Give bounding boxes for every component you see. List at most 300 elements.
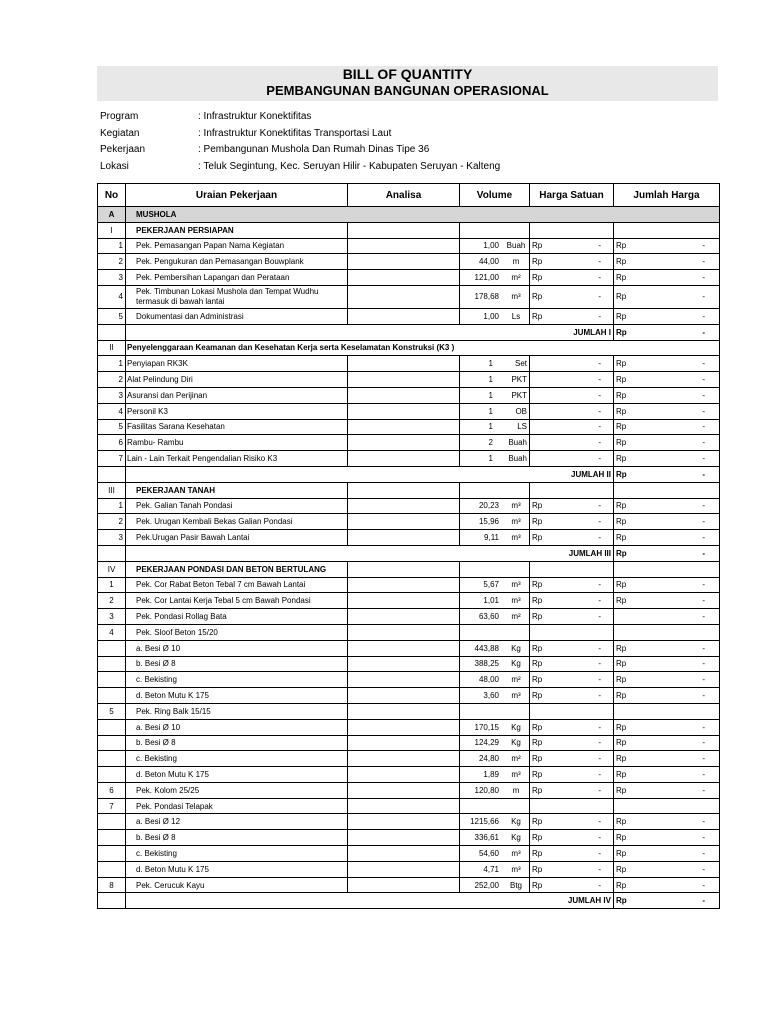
table-row <box>98 609 720 625</box>
volume-cell <box>460 609 530 625</box>
volume-cell <box>460 846 530 862</box>
analisa-cell <box>348 703 460 719</box>
volume-wrap <box>462 406 527 417</box>
document-subtitle: PEMBANGUNAN BANGUNAN OPERASIONAL <box>266 83 549 98</box>
harga-satuan-cell <box>530 356 614 372</box>
harga-satuan-cell-wrap <box>532 516 611 527</box>
harga-satuan-cell <box>530 514 614 530</box>
group-row <box>98 340 720 356</box>
analisa-cell <box>348 719 460 735</box>
harga-satuan-cell-wrap <box>532 880 611 891</box>
col-volume: Volume <box>460 184 530 207</box>
item-desc-line: a. Besi Ø 10 <box>136 722 181 732</box>
jumlah-harga-cell <box>614 270 720 286</box>
table-row <box>98 861 720 877</box>
item-desc <box>126 672 348 688</box>
item-desc-line: Pek. Ring Balk 15/15 <box>136 706 211 716</box>
jumlah-harga-cell <box>614 593 720 609</box>
jumlah-harga-cell-wrap <box>616 864 717 875</box>
currency-label: Rp <box>616 292 627 302</box>
item-desc <box>126 767 348 783</box>
total-row <box>98 893 720 909</box>
price-value: - <box>702 548 705 558</box>
analisa-cell <box>348 285 460 308</box>
volume-cell <box>460 387 530 403</box>
table-row <box>98 403 720 419</box>
item-desc-line: Pek. Urugan Kembali Bekas Galian Pondasi <box>136 517 293 527</box>
item-no: 6 <box>98 435 126 451</box>
price-value: - <box>598 769 601 779</box>
jumlah-harga-cell <box>614 830 720 846</box>
analisa-cell <box>348 514 460 530</box>
table-header-row <box>98 184 720 207</box>
info-value-lokasi: : Teluk Segintung, Kec. Seruyan Hilir - Kabupaten Seruyan - Kalteng <box>198 161 501 172</box>
volume-unit: Kg <box>511 833 521 843</box>
harga-satuan-cell-wrap <box>532 848 611 859</box>
volume-cell <box>460 640 530 656</box>
col-uraian: Uraian Pekerjaan <box>126 184 348 207</box>
currency-label: Rp <box>616 390 627 400</box>
group-row <box>98 561 720 577</box>
price-value: - <box>598 257 601 267</box>
harga-satuan-cell-wrap <box>532 643 611 654</box>
info-value-program: : Infrastruktur Konektifitas <box>198 111 312 122</box>
volume-unit: m³ <box>511 864 521 874</box>
item-no: 1 <box>98 498 126 514</box>
table-row <box>98 767 720 783</box>
volume-value: 54,60 <box>478 848 499 858</box>
currency-label: Rp <box>532 517 543 527</box>
table-row <box>98 688 720 704</box>
currency-label: Rp <box>616 548 627 558</box>
group-no: IV <box>98 561 126 577</box>
volume-cell <box>460 498 530 514</box>
volume-cell <box>460 688 530 704</box>
empty-cell <box>614 222 720 238</box>
item-desc <box>126 593 348 609</box>
harga-satuan-cell <box>530 254 614 270</box>
currency-label: Rp <box>616 454 627 464</box>
jumlah-harga-cell-wrap <box>616 291 717 302</box>
currency-label: Rp <box>532 580 543 590</box>
info-label-kegiatan: Kegiatan <box>100 128 140 139</box>
jumlah-harga-cell <box>614 861 720 877</box>
price-value: - <box>598 580 601 590</box>
volume-value: 388,25 <box>474 659 499 669</box>
analisa-cell <box>348 270 460 286</box>
currency-label: Rp <box>616 517 627 527</box>
volume-cell <box>460 356 530 372</box>
volume-unit: Kg <box>511 738 521 748</box>
harga-satuan-cell-wrap <box>532 595 611 606</box>
volume-value: 20,23 <box>478 501 499 511</box>
volume-unit: m² <box>511 612 521 622</box>
info-label-program: Program <box>100 111 139 122</box>
item-desc <box>126 703 348 719</box>
table-row <box>98 270 720 286</box>
harga-satuan-cell-wrap <box>532 579 611 590</box>
item-desc-line: Pek.Urugan Pasir Bawah Lantai <box>136 533 250 543</box>
volume-unit: m² <box>511 675 521 685</box>
price-value: - <box>598 517 601 527</box>
boq-table <box>97 183 720 909</box>
item-desc <box>126 435 348 451</box>
volume-unit: Kg <box>511 659 521 669</box>
item-desc <box>126 814 348 830</box>
currency-label: Rp <box>616 675 627 685</box>
volume-unit: Btg <box>509 880 522 890</box>
price-value: - <box>702 612 705 622</box>
volume-unit: m³ <box>511 517 521 527</box>
item-desc <box>126 688 348 704</box>
harga-satuan-cell <box>530 593 614 609</box>
harga-satuan-cell-wrap <box>532 453 611 464</box>
analisa-cell <box>348 846 460 862</box>
jumlah-harga-cell <box>614 767 720 783</box>
jumlah-harga-cell <box>614 609 720 625</box>
volume-value: 44,00 <box>478 257 499 267</box>
currency-label: Rp <box>616 880 627 890</box>
jumlah-harga-cell-wrap <box>616 516 717 527</box>
analisa-cell <box>348 656 460 672</box>
harga-satuan-cell <box>530 372 614 388</box>
volume-wrap <box>462 832 527 843</box>
table-row <box>98 624 720 640</box>
harga-satuan-cell <box>530 719 614 735</box>
item-desc-line: Pek. Cor Rabat Beton Tebal 7 cm Bawah Lantai <box>136 580 306 590</box>
currency-label: Rp <box>532 533 543 543</box>
harga-satuan-cell <box>530 830 614 846</box>
currency-label: Rp <box>616 311 627 321</box>
table-row <box>98 498 720 514</box>
currency-label: Rp <box>616 375 627 385</box>
currency-label: Rp <box>616 896 627 906</box>
table-row <box>98 514 720 530</box>
jumlah-harga-cell-wrap <box>616 453 717 464</box>
currency-label: Rp <box>616 785 627 795</box>
item-desc <box>126 609 348 625</box>
currency-label: Rp <box>532 864 543 874</box>
analisa-cell <box>348 830 460 846</box>
harga-satuan-cell <box>530 735 614 751</box>
volume-unit: Buah <box>508 454 527 464</box>
table-row <box>98 846 720 862</box>
item-desc <box>126 270 348 286</box>
item-desc <box>126 577 348 593</box>
currency-label: Rp <box>616 327 627 337</box>
volume-value: 121,00 <box>474 273 499 283</box>
volume-value: 63,60 <box>478 612 499 622</box>
analisa-cell <box>348 435 460 451</box>
currency-label: Rp <box>532 754 543 764</box>
item-desc-line: Pek. Sloof Beton 15/20 <box>136 627 218 637</box>
item-no: 3 <box>98 609 126 625</box>
volume-value: 1,89 <box>483 769 499 779</box>
volume-value: 1,00 <box>483 311 499 321</box>
item-desc-line: Pek. Cerucuk Kayu <box>136 880 205 890</box>
item-no: 5 <box>98 419 126 435</box>
volume-cell <box>460 830 530 846</box>
table-row <box>98 703 720 719</box>
item-desc-line: b. Besi Ø 8 <box>136 738 176 748</box>
price-value: - <box>598 311 601 321</box>
analisa-cell <box>348 735 460 751</box>
analisa-cell <box>348 403 460 419</box>
price-value: - <box>598 754 601 764</box>
table-row <box>98 419 720 435</box>
price-value: - <box>598 880 601 890</box>
volume-wrap <box>462 500 527 511</box>
jumlah-harga-cell <box>614 577 720 593</box>
item-no: 1 <box>98 356 126 372</box>
harga-satuan-cell <box>530 767 614 783</box>
currency-label: Rp <box>616 643 627 653</box>
currency-label: Rp <box>532 257 543 267</box>
col-harga-satuan: Harga Satuan <box>530 184 614 207</box>
group-no: III <box>98 482 126 498</box>
table-row <box>98 238 720 254</box>
price-value: - <box>702 785 705 795</box>
volume-unit: m³ <box>511 848 521 858</box>
harga-satuan-cell-wrap <box>532 769 611 780</box>
jumlah-harga-cell <box>614 640 720 656</box>
volume-unit: Kg <box>511 643 521 653</box>
item-desc-line: a. Besi Ø 12 <box>136 817 181 827</box>
table-row <box>98 877 720 893</box>
table-row <box>98 435 720 451</box>
harga-satuan-cell-wrap <box>532 816 611 827</box>
jumlah-harga-cell <box>614 656 720 672</box>
jumlah-harga-cell-wrap <box>616 579 717 590</box>
total-value-wrap <box>616 469 717 480</box>
item-desc <box>126 735 348 751</box>
table-row <box>98 814 720 830</box>
price-value: - <box>598 848 601 858</box>
volume-unit: m <box>512 785 520 795</box>
volume-value: 1 <box>488 454 493 464</box>
price-value: - <box>598 406 601 416</box>
item-no: 7 <box>98 798 126 814</box>
jumlah-harga-cell-wrap <box>616 816 717 827</box>
item-desc <box>126 308 348 324</box>
harga-satuan-cell-wrap <box>532 291 611 302</box>
table-row <box>98 356 720 372</box>
currency-label: Rp <box>616 848 627 858</box>
price-value: - <box>598 241 601 251</box>
volume-wrap <box>462 358 527 369</box>
total-row <box>98 466 720 482</box>
volume-unit: m² <box>511 754 521 764</box>
volume-value: 443,88 <box>474 643 499 653</box>
currency-label: Rp <box>616 754 627 764</box>
item-desc-line: Pek. Kolom 25/25 <box>136 785 200 795</box>
price-value: - <box>598 612 601 622</box>
item-no: 8 <box>98 877 126 893</box>
harga-satuan-cell <box>530 672 614 688</box>
volume-wrap <box>462 374 527 385</box>
item-no: 2 <box>98 514 126 530</box>
volume-wrap <box>462 722 527 733</box>
volume-wrap <box>462 272 527 283</box>
item-desc-line: Alat Pelindung Diri <box>127 375 193 385</box>
table-row <box>98 798 720 814</box>
price-value: - <box>598 864 601 874</box>
item-no <box>98 751 126 767</box>
jumlah-harga-cell <box>614 356 720 372</box>
currency-label: Rp <box>532 848 543 858</box>
volume-wrap <box>462 611 527 622</box>
item-no <box>98 656 126 672</box>
harga-satuan-cell <box>530 308 614 324</box>
price-value: - <box>598 501 601 511</box>
table-row <box>98 719 720 735</box>
harga-satuan-cell <box>530 814 614 830</box>
section-no: A <box>98 207 126 223</box>
volume-wrap <box>462 753 527 764</box>
currency-label: Rp <box>532 769 543 779</box>
price-value: - <box>702 438 705 448</box>
volume-cell <box>460 308 530 324</box>
analisa-cell <box>348 593 460 609</box>
price-value: - <box>598 738 601 748</box>
volume-cell <box>460 767 530 783</box>
harga-satuan-cell <box>530 577 614 593</box>
volume-wrap <box>462 437 527 448</box>
volume-cell <box>460 577 530 593</box>
volume-value: 1 <box>488 390 493 400</box>
item-desc <box>126 846 348 862</box>
item-desc-line: Fasilitas Sarana Kesehatan <box>127 422 225 432</box>
item-no <box>98 767 126 783</box>
harga-satuan-cell <box>530 498 614 514</box>
harga-satuan-cell <box>530 846 614 862</box>
item-desc <box>126 830 348 846</box>
price-value: - <box>702 406 705 416</box>
analisa-cell <box>348 530 460 546</box>
currency-label: Rp <box>616 580 627 590</box>
currency-label: Rp <box>532 785 543 795</box>
empty-cell <box>348 561 460 577</box>
volume-value: 336,61 <box>474 833 499 843</box>
currency-label: Rp <box>532 880 543 890</box>
empty-cell <box>98 324 126 340</box>
volume-unit: PKT <box>511 375 527 385</box>
price-value: - <box>598 390 601 400</box>
analisa-cell <box>348 577 460 593</box>
jumlah-harga-cell-wrap <box>616 611 717 622</box>
harga-satuan-cell-wrap <box>532 737 611 748</box>
analisa-cell <box>348 451 460 467</box>
volume-wrap <box>462 848 527 859</box>
group-row <box>98 222 720 238</box>
price-value: - <box>702 738 705 748</box>
harga-satuan-cell <box>530 688 614 704</box>
item-no <box>98 814 126 830</box>
jumlah-harga-cell-wrap <box>616 722 717 733</box>
harga-satuan-cell <box>530 419 614 435</box>
harga-satuan-cell-wrap <box>532 722 611 733</box>
group-title: PEKERJAAN TANAH <box>126 482 348 498</box>
currency-label: Rp <box>616 864 627 874</box>
price-value: - <box>702 241 705 251</box>
item-desc-line2: termasuk di bawah lantai <box>136 296 225 306</box>
price-value: - <box>702 390 705 400</box>
analisa-cell <box>348 640 460 656</box>
price-value: - <box>702 454 705 464</box>
analisa-cell <box>348 688 460 704</box>
table-row <box>98 451 720 467</box>
volume-wrap <box>462 737 527 748</box>
jumlah-harga-cell-wrap <box>616 769 717 780</box>
price-value: - <box>702 769 705 779</box>
volume-wrap <box>462 421 527 432</box>
currency-label: Rp <box>532 273 543 283</box>
volume-wrap <box>462 516 527 527</box>
volume-wrap <box>462 532 527 543</box>
item-desc <box>126 372 348 388</box>
item-no <box>98 672 126 688</box>
price-value: - <box>598 675 601 685</box>
volume-wrap <box>462 643 527 654</box>
currency-label: Rp <box>532 501 543 511</box>
volume-unit: Buah <box>506 241 526 251</box>
volume-value: 124,29 <box>474 738 499 748</box>
harga-satuan-cell-wrap <box>532 437 611 448</box>
jumlah-harga-cell <box>614 877 720 893</box>
volume-cell <box>460 782 530 798</box>
price-value: - <box>702 833 705 843</box>
jumlah-harga-cell <box>614 387 720 403</box>
currency-label: Rp <box>532 311 543 321</box>
jumlah-harga-cell-wrap <box>616 256 717 267</box>
price-value: - <box>598 533 601 543</box>
currency-label: Rp <box>616 273 627 283</box>
price-value: - <box>598 359 601 369</box>
harga-satuan-cell-wrap <box>532 611 611 622</box>
harga-satuan-cell-wrap <box>532 658 611 669</box>
harga-satuan-cell-wrap <box>532 500 611 511</box>
table-row <box>98 308 720 324</box>
currency-label: Rp <box>532 612 543 622</box>
empty-cell <box>348 482 460 498</box>
total-value-wrap <box>616 327 717 338</box>
volume-value: 4,71 <box>483 864 499 874</box>
volume-value: 5,67 <box>483 580 499 590</box>
price-value: - <box>702 754 705 764</box>
currency-label: Rp <box>532 833 543 843</box>
jumlah-harga-cell <box>614 451 720 467</box>
total-row <box>98 324 720 340</box>
table-row <box>98 577 720 593</box>
jumlah-harga-cell <box>614 751 720 767</box>
price-value: - <box>702 311 705 321</box>
info-label-pekerjaan: Pekerjaan <box>100 144 146 155</box>
currency-label: Rp <box>532 817 543 827</box>
volume-value: 1 <box>488 422 493 432</box>
group-no: II <box>98 340 126 356</box>
jumlah-harga-cell-wrap <box>616 406 717 417</box>
jumlah-harga-cell <box>614 403 720 419</box>
volume-wrap <box>462 453 527 464</box>
harga-satuan-cell <box>530 640 614 656</box>
volume-wrap <box>462 240 527 251</box>
empty-cell <box>98 893 126 909</box>
item-no <box>98 688 126 704</box>
harga-satuan-cell <box>530 624 614 640</box>
price-value: - <box>598 817 601 827</box>
volume-value: 2 <box>488 438 493 448</box>
volume-cell <box>460 656 530 672</box>
